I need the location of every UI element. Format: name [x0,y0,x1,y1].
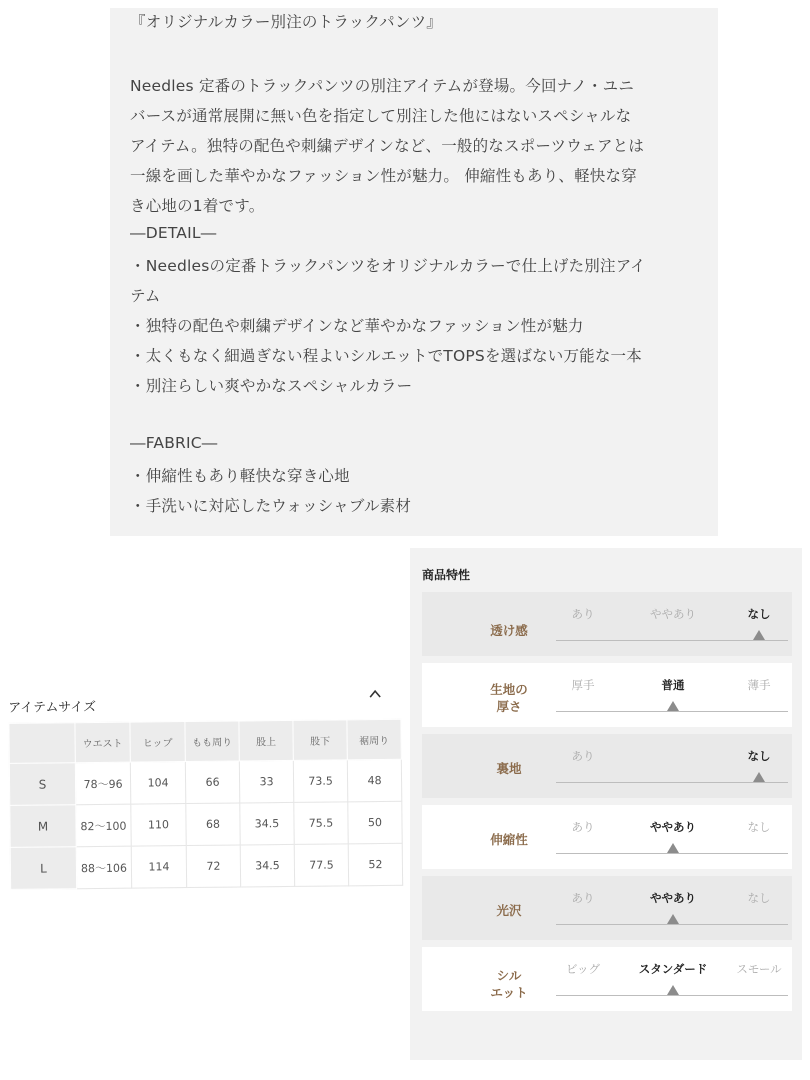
size-panel-title: アイテムサイズ [8,699,97,716]
feature-row-thickness [422,663,792,727]
table-cell: 48 [347,759,401,802]
feature-scale-track [556,640,788,641]
chevron-up-icon[interactable] [368,687,382,701]
feature-scale-track [556,782,788,783]
feature-row-stretch [422,805,792,869]
feature-scale-marker [667,701,679,711]
description-line: バースが通常展開に無い色を指定して別注した他にはないスペシャルな [130,107,632,125]
feature-option: あり [571,607,595,621]
feature-option-selected: ややあり [650,891,696,905]
column-header: 股下 [293,720,347,761]
feature-label-line: 厚さ [496,699,522,714]
size-label: S [9,763,75,806]
feature-label: 伸縮性 [490,832,528,847]
table-cell: 104 [130,762,185,805]
feature-option: あり [571,820,595,834]
table-cell: 110 [131,804,186,847]
table-cell: 73.5 [293,760,347,803]
feature-option: あり [571,891,595,905]
feature-option: 薄手 [747,678,771,692]
feature-option: ややあり [650,607,696,621]
description-line: Needles 定番のトラックパンツの別注アイテムが登場。今回ナノ・ユニ [130,77,635,95]
fabric-item: ・伸縮性もあり軽快な穿き心地 [130,467,350,485]
table-row [10,843,402,889]
feature-label: 透け感 [490,623,528,638]
table-cell: 33 [239,760,293,803]
column-header: もも周り [185,721,239,762]
feature-option: なし [747,891,771,905]
feature-scale-marker [667,843,679,853]
table-cell: 75.5 [294,802,348,845]
column-header: 裾周り [347,719,401,760]
detail-item: ・Needlesの定番トラックパンツをオリジナルカラーで仕上げた別注アイ [130,257,646,275]
feature-option-selected: ややあり [650,820,696,834]
fabric-item: ・手洗いに対応したウォッシャブル素材 [130,497,412,515]
feature-option: あり [571,749,595,763]
feature-option-selected: スタンダード [638,962,708,976]
feature-label: 光沢 [496,903,522,918]
table-cell: 52 [348,843,402,886]
description-heading: 『オリジナルカラー別注のトラックパンツ』 [130,13,442,31]
feature-label [474,681,544,715]
feature-scale-track [556,711,788,712]
detail-item: ・別注らしい爽やかなスペシャルカラー [130,377,413,395]
table-cell: 68 [186,803,240,846]
feature-scale-track [556,853,788,854]
column-header [9,723,75,764]
size-label: M [10,805,76,848]
table-cell: 82〜100 [76,804,131,847]
feature-label-line: シル [496,968,522,983]
column-header: 股上 [239,720,293,761]
detail-item: ・独特の配色や刺繍デザインなど華やかなファッション性が魅力 [130,317,584,335]
product-features-panel [410,548,802,1060]
column-header: ヒップ [130,722,185,763]
feature-option: 厚手 [571,678,595,692]
feature-scale-marker [667,914,679,924]
feature-scale-marker [753,630,765,640]
table-cell: 34.5 [240,802,294,845]
table-cell: 88〜106 [76,846,131,889]
description-line: き心地の1着です。 [130,197,265,215]
feature-row-transparency [422,592,792,656]
size-table [8,719,403,890]
item-size-panel [0,679,404,895]
feature-label: 裏地 [496,761,522,776]
feature-option: ビッグ [565,962,601,976]
table-cell: 66 [185,761,239,804]
table-cell: 77.5 [294,844,348,887]
feature-label-line: エット [490,985,528,1000]
detail-heading: ―DETAIL― [130,224,217,242]
feature-label [474,967,544,1001]
feature-option: スモール [736,962,782,976]
table-cell: 72 [186,845,240,888]
detail-item: テム [130,287,161,305]
table-cell: 78〜96 [75,762,130,805]
feature-scale-track [556,995,788,996]
size-label: L [10,847,76,890]
description-line: アイテム。独特の配色や刺繍デザインなど、一般的なスポーツウェアとは [130,137,645,155]
feature-row-lining [422,734,792,798]
table-row [9,759,401,805]
feature-option-selected: なし [747,607,771,621]
detail-item: ・太くもなく細過ぎない程よいシルエットでTOPSを選ばない万能な一本 [130,347,642,365]
features-title: 商品特性 [422,568,471,582]
feature-scale-track [556,924,788,925]
table-row [10,801,402,847]
feature-row-silhouette [422,947,792,1011]
feature-label-line: 生地の [490,682,528,697]
size-table-header [9,719,401,763]
column-header: ウエスト [75,722,130,763]
feature-scale-marker [753,772,765,782]
table-cell: 114 [131,846,186,889]
feature-option-selected: なし [747,749,771,763]
feature-option: なし [747,820,771,834]
fabric-heading: ―FABRIC― [130,434,218,452]
description-line: 一線を画した華やかなファッション性が魅力。 伸縮性もあり、軽快な穿 [130,167,637,185]
feature-option-selected: 普通 [661,678,685,692]
product-description [110,8,718,536]
table-cell: 34.5 [240,844,294,887]
feature-row-gloss [422,876,792,940]
table-cell: 50 [348,801,402,844]
feature-scale-marker [667,985,679,995]
